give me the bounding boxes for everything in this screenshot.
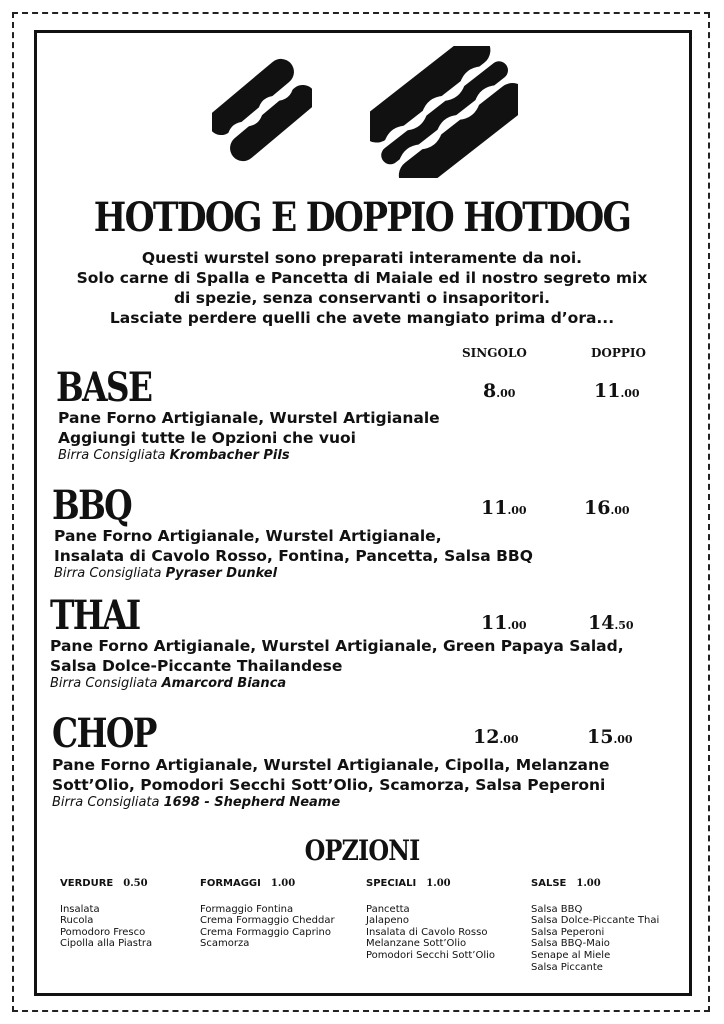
item-name-bbq: BBQ (52, 482, 132, 529)
intro-text (40, 248, 684, 328)
beer-chop: Birra Consigliata 1698 - Shepherd Neame (52, 795, 341, 810)
price-single-base: 8.00 (483, 380, 516, 402)
option-item: Salsa Peperoni (531, 926, 605, 938)
column-header-double: DOPPIO (591, 346, 646, 360)
price-double-thai: 14.50 (588, 612, 634, 634)
option-item: Salsa BBQ-Maio (531, 938, 610, 950)
item-desc-thai: Pane Forno Artigianale, Wurstel Artigianale, Green Papaya Salad, Salsa Dolce-Piccante Thailandese (50, 637, 624, 675)
option-item: Salsa BBQ (531, 903, 583, 915)
option-group-formaggi (200, 878, 335, 950)
item-name-chop: CHOP (52, 710, 156, 757)
price-single-bbq: 11.00 (481, 497, 527, 519)
item-name-base: BASE (56, 364, 152, 411)
column-header-single: SINGOLO (462, 346, 527, 360)
option-item: Cipolla alla Piastra (60, 938, 153, 950)
option-item: Pancetta (366, 903, 410, 915)
item-name-thai: THAI (50, 592, 140, 639)
option-item: Crema Formaggio Cheddar (200, 915, 335, 927)
option-group-header: SPECIALI 1.00 (366, 878, 451, 889)
intro-line: Solo carne di Spalla e Pancetta di Maiale ed il nostro segreto mix (76, 269, 648, 287)
option-group-speciali (366, 878, 495, 962)
double-hotdog-icon (370, 46, 518, 178)
price-double-bbq: 16.00 (584, 497, 630, 519)
hotdog-icon (212, 58, 312, 162)
option-group-salse (531, 878, 659, 973)
option-item: Pomodoro Fresco (60, 926, 146, 938)
price-single-chop: 12.00 (473, 726, 519, 748)
price-double-base: 11.00 (594, 380, 640, 402)
option-item: Salsa Dolce-Piccante Thai (531, 915, 660, 927)
option-group-header: VERDURE 0.50 (60, 878, 148, 889)
beer-bbq: Birra Consigliata Pyraser Dunkel (54, 566, 278, 581)
option-item: Formaggio Fontina (200, 903, 294, 915)
item-desc-base: Pane Forno Artigianale, Wurstel Artigianale Aggiungi tutte le Opzioni che vuoi (58, 409, 440, 447)
item-desc-chop: Pane Forno Artigianale, Wurstel Artigianale, Cipolla, Melanzane Sott’Olio, Pomodori Secchi Sott’Olio, Scamorza, Salsa Peperoni (52, 756, 610, 794)
intro-line: Questi wurstel sono preparati interamente da noi. (141, 249, 583, 267)
option-group-header: SALSE 1.00 (531, 878, 601, 889)
intro-line: Lasciate perdere quelli che avete mangiato prima d’ora... (109, 309, 615, 327)
option-item: Salsa Piccante (531, 961, 603, 973)
item-desc-bbq: Pane Forno Artigianale, Wurstel Artigianale, Insalata di Cavolo Rosso, Fontina, Pancetta, Salsa BBQ (54, 527, 533, 565)
option-item: Melanzane Sott’Olio (366, 938, 467, 950)
option-item: Pomodori Secchi Sott’Olio (366, 949, 496, 961)
option-item: Insalata di Cavolo Rosso (366, 926, 488, 938)
price-single-thai: 11.00 (481, 612, 527, 634)
option-group-header: FORMAGGI 1.00 (200, 878, 296, 889)
option-item: Jalapeno (366, 915, 409, 927)
page-title: HOTDOG E DOPPIO HOTDOG (93, 194, 631, 241)
option-item: Scamorza (200, 938, 250, 950)
option-item: Crema Formaggio Caprino (200, 926, 331, 938)
option-group-verdure (60, 878, 152, 950)
option-item: Insalata (60, 903, 100, 915)
option-item: Senape al Miele (531, 949, 611, 961)
price-double-chop: 15.00 (587, 726, 633, 748)
intro-line: di spezie, senza conservanti o insaporitori. (173, 289, 551, 307)
options-title: OPZIONI (304, 834, 420, 867)
beer-thai: Birra Consigliata Amarcord Bianca (50, 676, 287, 691)
beer-base: Birra Consigliata Krombacher Pils (58, 448, 290, 463)
option-item: Rucola (60, 915, 94, 927)
